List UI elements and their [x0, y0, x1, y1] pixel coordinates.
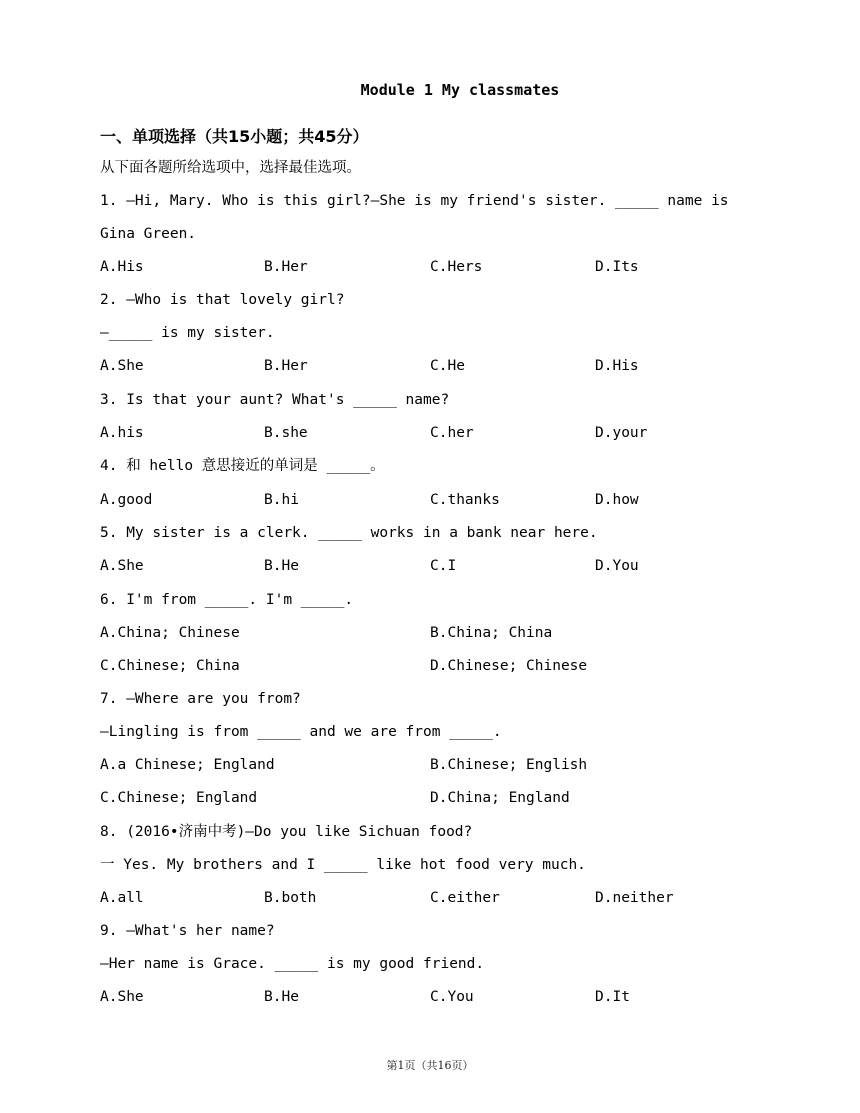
- option-a: A.a Chinese; England: [100, 757, 275, 773]
- option-a: A.She: [100, 989, 144, 1005]
- option-c: C.either: [430, 890, 500, 906]
- option-b: B.hi: [264, 492, 299, 508]
- option-c: C.thanks: [430, 492, 500, 508]
- instruction-text: 从下面各题所给选项中，选择最佳选项。: [100, 160, 361, 176]
- option-c: C.He: [430, 358, 465, 374]
- option-c: C.I: [430, 558, 457, 574]
- option-b: B.Her: [264, 259, 308, 275]
- page-footer: 第1页（共16页）: [386, 1059, 474, 1072]
- option-a: A.his: [100, 425, 144, 441]
- question-7-line-1: 7. —Where are you from?: [100, 691, 301, 707]
- option-b: B.China; China: [430, 625, 553, 641]
- question-2-line-1: 2. —Who is that lovely girl?: [100, 292, 345, 308]
- option-a: A.all: [100, 890, 144, 906]
- option-c: C.Chinese; China: [100, 658, 240, 674]
- question-4-line-1: 4. 和 hello 意思接近的单词是 _____。: [100, 458, 385, 474]
- section-heading: 一、单项选择（共15小题；共45分）: [100, 127, 369, 146]
- question-3-line-1: 3. Is that your aunt? What's _____ name?: [100, 392, 450, 408]
- option-b: B.He: [264, 989, 299, 1005]
- option-d: D.Chinese; Chinese: [430, 658, 588, 674]
- question-1-line-2: Gina Green.: [100, 226, 197, 242]
- option-d: D.how: [595, 492, 639, 508]
- option-c: C.You: [430, 989, 474, 1005]
- option-c: C.Chinese; England: [100, 790, 258, 806]
- option-b: B.He: [264, 558, 299, 574]
- option-d: D.You: [595, 558, 639, 574]
- question-5-line-1: 5. My sister is a clerk. _____ works in a bank near here.: [100, 525, 598, 541]
- option-b: B.she: [264, 425, 308, 441]
- option-c: C.Hers: [430, 259, 483, 275]
- option-a: A.China; Chinese: [100, 625, 240, 641]
- option-d: D.neither: [595, 890, 674, 906]
- page-title: Module 1 My classmates: [360, 81, 560, 99]
- option-a: A.His: [100, 259, 144, 275]
- option-d: D.Its: [595, 259, 639, 275]
- option-d: D.China; England: [430, 790, 570, 806]
- option-a: A.good: [100, 492, 153, 508]
- option-a: A.She: [100, 358, 144, 374]
- question-9-line-1: 9. —What's her name?: [100, 923, 275, 939]
- option-a: A.She: [100, 558, 144, 574]
- question-9-line-2: —Her name is Grace. _____ is my good friend.: [100, 956, 485, 972]
- question-1-line-1: 1. —Hi, Mary. Who is this girl?—She is my friend's sister. _____ name is: [100, 193, 729, 209]
- question-8-line-2: 一 Yes. My brothers and I _____ like hot food very much.: [100, 857, 586, 873]
- question-2-line-2: —_____ is my sister.: [100, 325, 275, 341]
- question-8-line-1: 8. (2016•济南中考)—Do you like Sichuan food?: [100, 824, 473, 840]
- option-b: B.Chinese; English: [430, 757, 588, 773]
- question-7-line-2: —Lingling is from _____ and we are from _____.: [100, 724, 502, 740]
- question-6-line-1: 6. I'm from _____. I'm _____.: [100, 592, 354, 608]
- option-c: C.her: [430, 425, 474, 441]
- option-b: B.Her: [264, 358, 308, 374]
- option-b: B.both: [264, 890, 317, 906]
- option-d: D.It: [595, 989, 630, 1005]
- option-d: D.His: [595, 358, 639, 374]
- option-d: D.your: [595, 425, 648, 441]
